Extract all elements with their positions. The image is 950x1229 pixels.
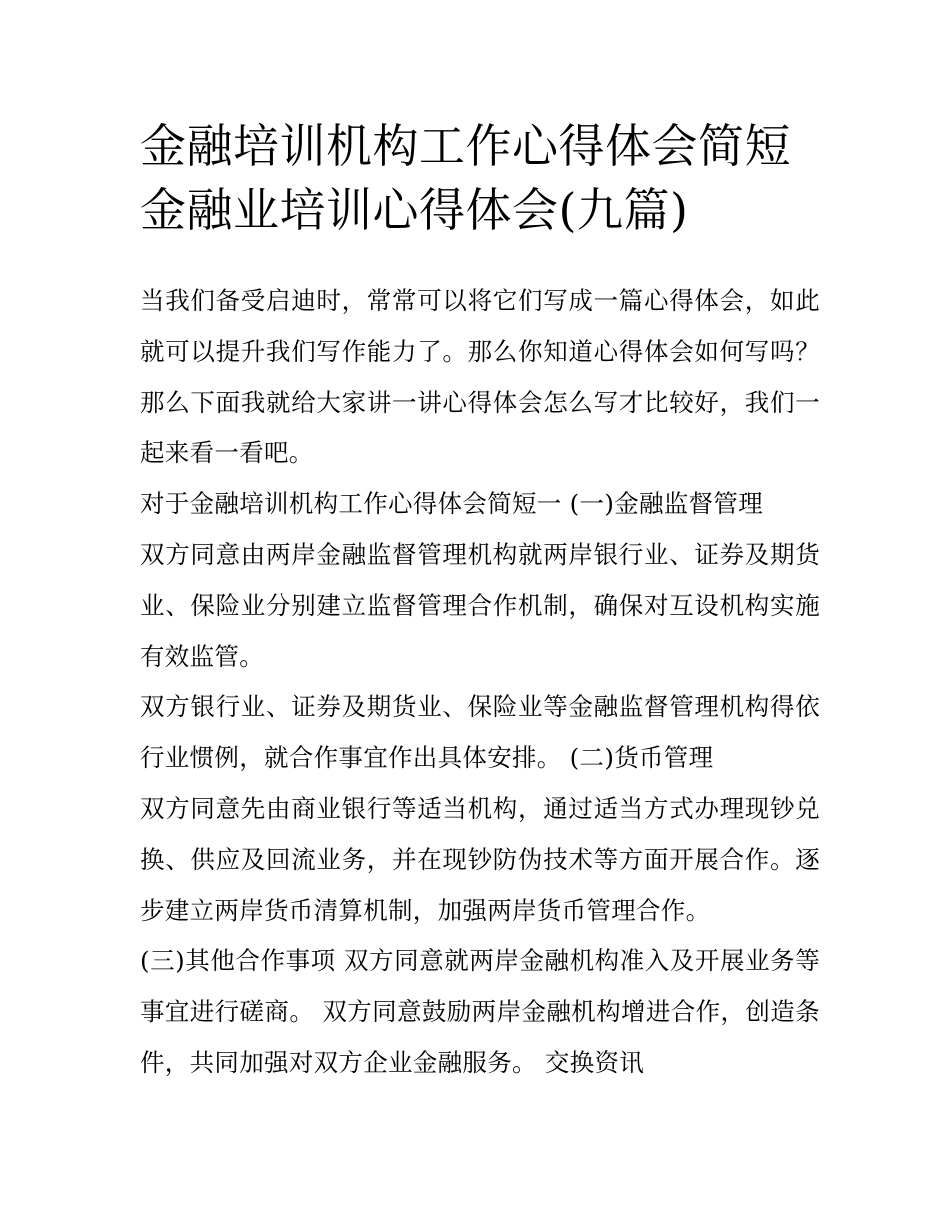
document-body: [140, 276, 820, 1089]
paragraph-section-heading: 对于金融培训机构工作心得体会简短一 (一)金融监督管理: [140, 489, 764, 519]
paragraph-other-matters: (三)其他合作事项 双方同意就两岸金融机构准入及开展业务等事宜进行磋商。 双方同意鼓励两岸金融机构增进合作，创造条件，共同加强对双方企业金融服务。 交换资讯: [140, 946, 820, 1077]
paragraph-currency: 双方同意先由商业银行等适当机构，通过适当方式办理现钞兑换、供应及回流业务，并在现钞防伪技术等方面开展合作。逐步建立两岸货币清算机制，加强两岸货币管理合作。: [140, 793, 820, 925]
paragraph-banking: 双方银行业、证券及期货业、保险业等金融监督管理机构得依行业惯例，就合作事宜作出具体安排。 (二)货币管理: [140, 692, 820, 773]
document-title: 金融培训机构工作心得体会简短 金融业培训心得体会(九篇): [140, 119, 791, 237]
paragraph-intro: 当我们备受启迪时，常常可以将它们写成一篇心得体会，如此就可以提升我们写作能力了。那么你知道心得体会如何写吗？那么下面我就给大家讲一讲心得体会怎么写才比较好，我们一起来看一看吧。: [140, 286, 820, 468]
paragraph-supervision: 双方同意由两岸金融监督管理机构就两岸银行业、证券及期货业、保险业分别建立监督管理合作机制，确保对互设机构实施有效监管。: [140, 539, 820, 671]
